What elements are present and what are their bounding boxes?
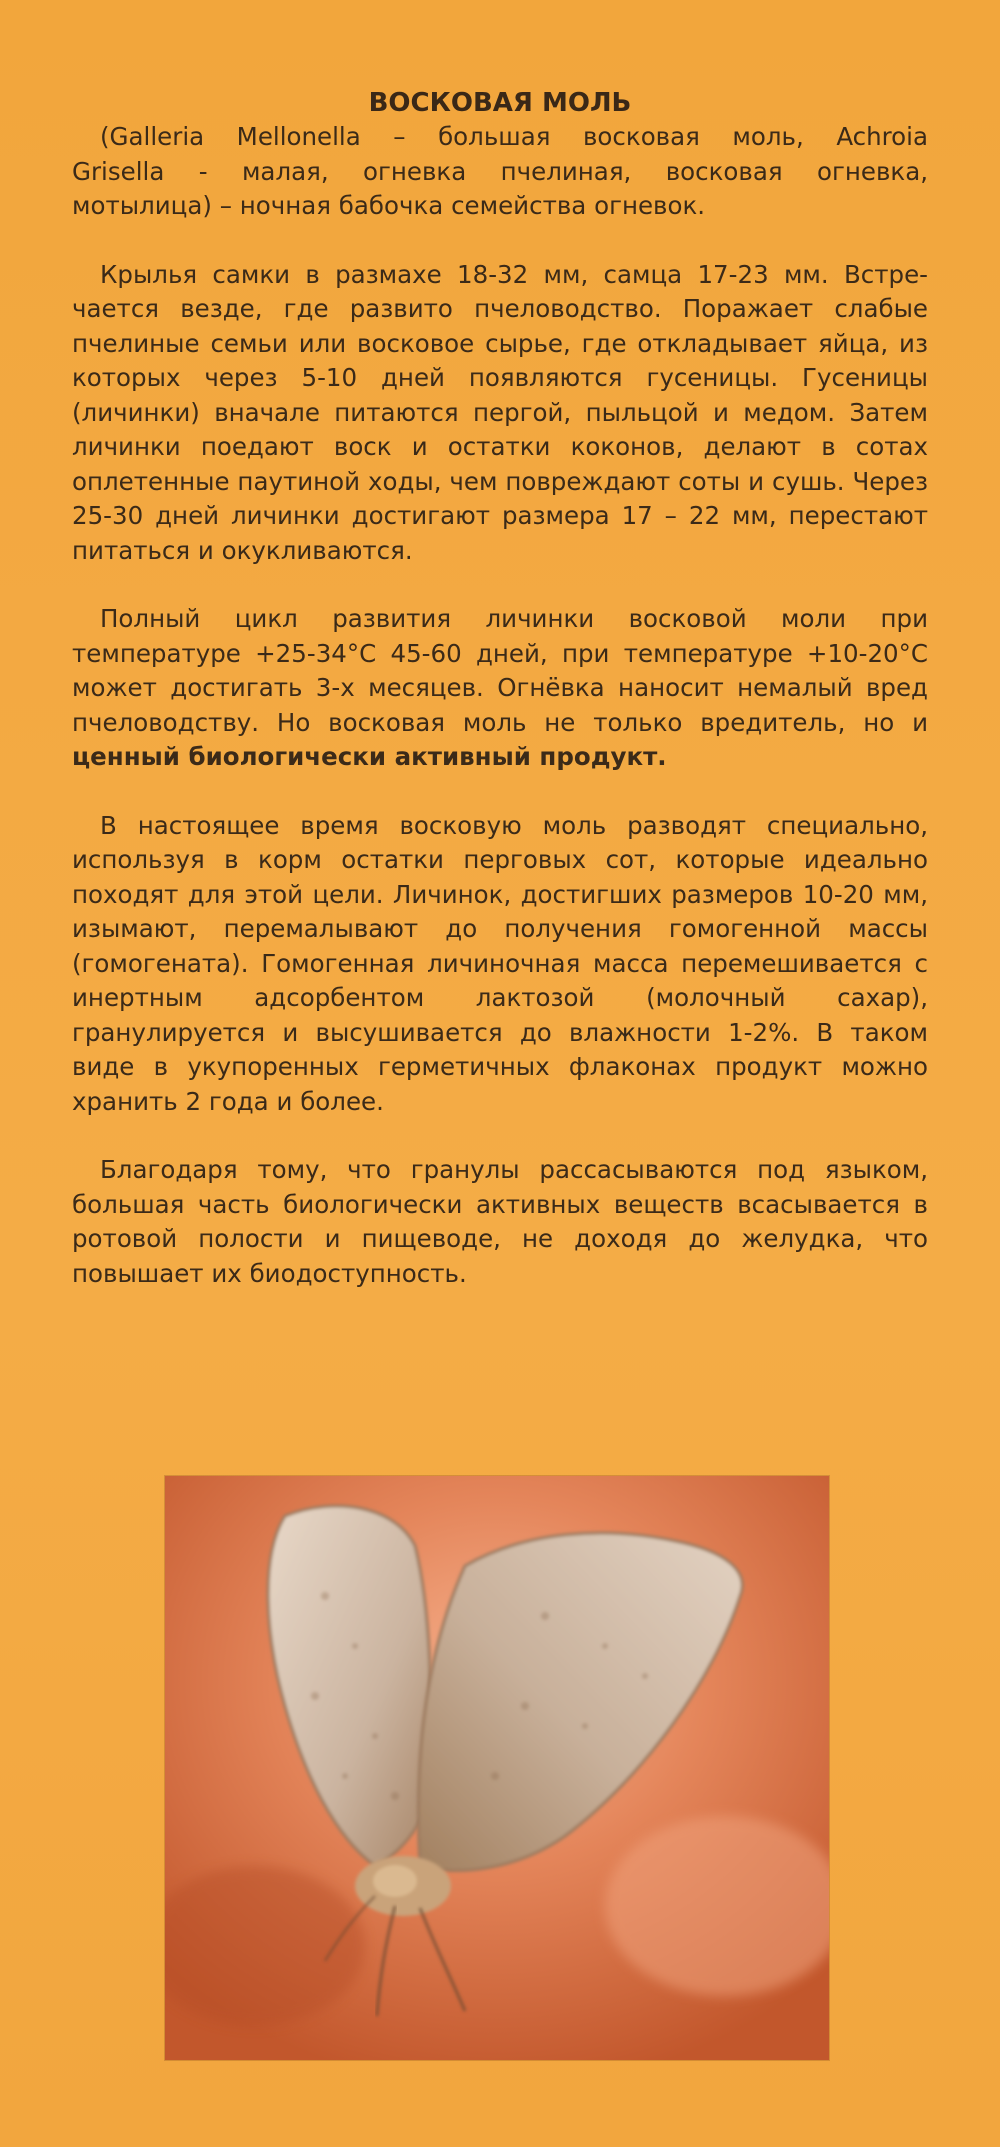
- intro-line-2: Grisella - малая, огневка пчелиная, восковая огневка,: [72, 156, 928, 186]
- paragraph-breeding: В настоящее время восковую моль разводят специально, используя в корм остатки перговых сот, которые идеально походят для этой цели. Личинок, достигших размеров 10-20 мм, изымают, перемалывают до получения гомогенной массы (гомогената). Гомогенная личиночная масса перемешивается с инертным адсорбентом лактозой (молочный сахар), гранулируется и высушивается до влажности 1-2%. В таком виде в укупоренных герметичных флаконах продукт можно хранить 2 года и более.: [72, 810, 928, 1116]
- intro-line-3: мотылица) – ночная бабочка семейства огневок.: [72, 191, 706, 220]
- article: [72, 86, 928, 1291]
- article-title: ВОСКОВАЯ МОЛЬ: [368, 88, 632, 118]
- intro-paragraph: [72, 120, 928, 224]
- moth-illustration: [165, 1476, 829, 2060]
- paragraph-lifecycle-bold: ценный биологически активный продукт.: [72, 742, 667, 771]
- paragraph-wings: Крылья самки в размахе 18-32 мм, самца 17-23 мм. Встречается везде, где развито пчеловодство. Поражает слабые пчелиные семьи или восковое сырье, где откладывает яйца, из которых через 5-10 дней появляются гусеницы. Гусеницы (личинки) вначале питаются пергой, пыльцой и медом. Затем личинки поедают воск и остатки коконов, делают в сотах оплетенные паутиной ходы, чем повреждают соты и сушь. Через 25-30 дней личинки достигают размера 17 – 22 мм, перестают питаться и окукливаются.: [72, 259, 928, 565]
- paragraph-granules: Благодаря тому, что гранулы рассасываются под языком, большая часть биологически активных веществ всасывается в ротовой полости и пищеводе, не доходя до желудка, что повышает их биодоступность.: [72, 1155, 928, 1288]
- paragraph-lifecycle-text: Полный цикл развития личинки восковой моли при температуре +25-34°С 45-60 дней, при температуре +10-20°С может достигать 3-х месяцев. Огнёвка наносит немалый вред пчеловодству. Но восковая моль не только вредитель, но и: [72, 604, 928, 737]
- paragraph-lifecycle: [72, 602, 928, 775]
- moth-photo: [165, 1476, 829, 2060]
- intro-line-1: (Galleria Mellonella – большая восковая моль, Achroia: [100, 122, 928, 151]
